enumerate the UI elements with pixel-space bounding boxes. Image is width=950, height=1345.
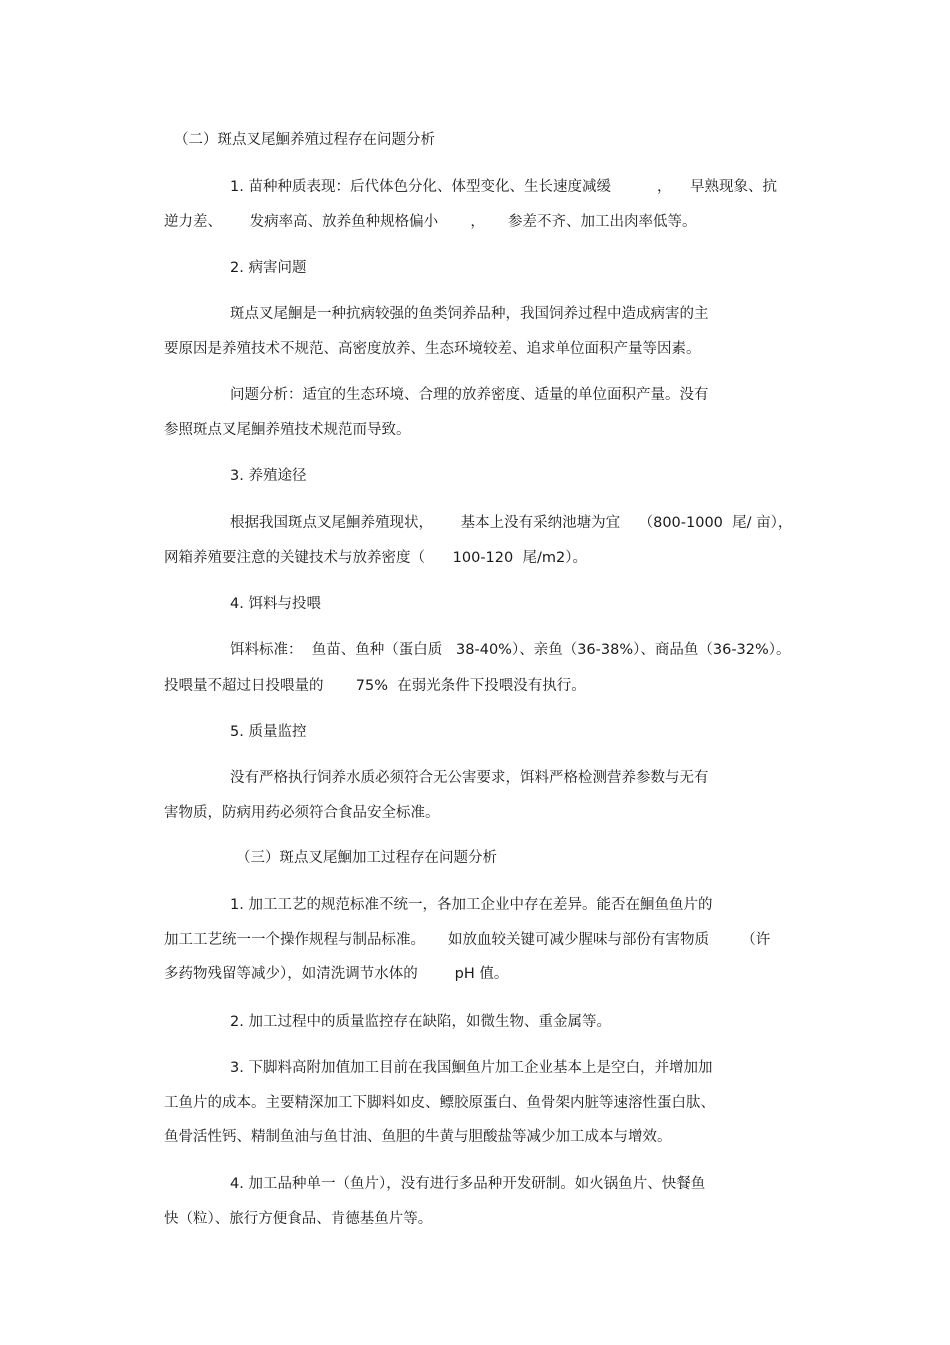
section-heading: （二）斑点叉尾鮰养殖过程存在问题分析	[174, 132, 435, 148]
paragraph-line: 快（粒）、旅行方便食品、肯德基鱼片等。	[164, 1211, 433, 1227]
paragraph-line: 2. 加工过程中的质量监控存在缺陷，如微生物、重金属等。	[230, 1014, 611, 1030]
subsection-heading: 3. 养殖途径	[230, 468, 307, 484]
paragraph-line: 逆力差、 发病率高、放养鱼种规格偏小 ， 参差不齐、加工出肉率低等。	[164, 214, 697, 230]
paragraph-line: 害物质，防病用药必须符合食品安全标准。	[164, 805, 440, 821]
paragraph-line: 鱼骨活性钙、精制鱼油与鱼甘油、鱼胆的牛黄与胆酸盐等减少加工成本与增效。	[164, 1129, 672, 1145]
paragraph-line: 多药物残留等减少），如清洗调节水体的 pH 值。	[164, 966, 509, 982]
subsection-heading: 2. 病害问题	[230, 260, 307, 276]
paragraph-line: 工鱼片的成本。主要精深加工下脚料如皮、鳔胶原蛋白、鱼骨架内脏等速溶性蛋白肽、	[164, 1095, 715, 1111]
paragraph-line: 斑点叉尾鮰是一种抗病较强的鱼类饲养品种，我国饲养过程中造成病害的主	[230, 306, 709, 322]
paragraph-line: 4. 加工品种单一（鱼片），没有进行多品种开发研制。如火锅鱼片、快餐鱼	[230, 1176, 706, 1192]
paragraph-line: 加工工艺统一一个操作规程与制品标准。 如放血较关键可减少腥味与部份有害物质 （许	[164, 932, 771, 948]
paragraph-line: 要原因是养殖技术不规范、高密度放养、生态环境较差、追求单位面积产量等因素。	[164, 341, 701, 357]
paragraph-line: 饵料标准： 鱼苗、鱼种（蛋白质 38-40%）、亲鱼（36-38%）、商品鱼（36-32%）。	[230, 642, 791, 658]
subsection-heading: 4. 饵料与投喂	[230, 596, 321, 612]
paragraph-line: 1. 苗种种质表现：后代体色分化、体型变化、生长速度减缓 ， 早熟现象、抗	[230, 179, 777, 195]
subsection-heading: 5. 质量监控	[230, 724, 307, 740]
paragraph-line: 网箱养殖要注意的关键技术与放养密度（ 100-120 尾/m2）。	[164, 550, 587, 566]
paragraph-line: 参照斑点叉尾鮰养殖技术规范而导致。	[164, 422, 411, 438]
paragraph-line: 1. 加工工艺的规范标准不统一，各加工企业中存在差异。能否在鮰鱼鱼片的	[230, 897, 713, 913]
paragraph-line: 问题分析：适宜的生态环境、合理的放养密度、适量的单位面积产量。没有	[230, 387, 709, 403]
paragraph-line: 根据我国斑点叉尾鮰养殖现状， 基本上没有采纳池塘为宜 （800-1000 尾/ 亩），	[230, 515, 793, 531]
paragraph-line: 投喂量不超过日投喂量的 75% 在弱光条件下投喂没有执行。	[164, 678, 586, 694]
section-heading: （三）斑点叉尾鮰加工过程存在问题分析	[236, 850, 497, 866]
paragraph-line: 没有严格执行饲养水质必须符合无公害要求，饵料严格检测营养参数与无有	[230, 770, 709, 786]
paragraph-line: 3. 下脚料高附加值加工目前在我国鮰鱼片加工企业基本上是空白，并增加加	[230, 1060, 713, 1076]
